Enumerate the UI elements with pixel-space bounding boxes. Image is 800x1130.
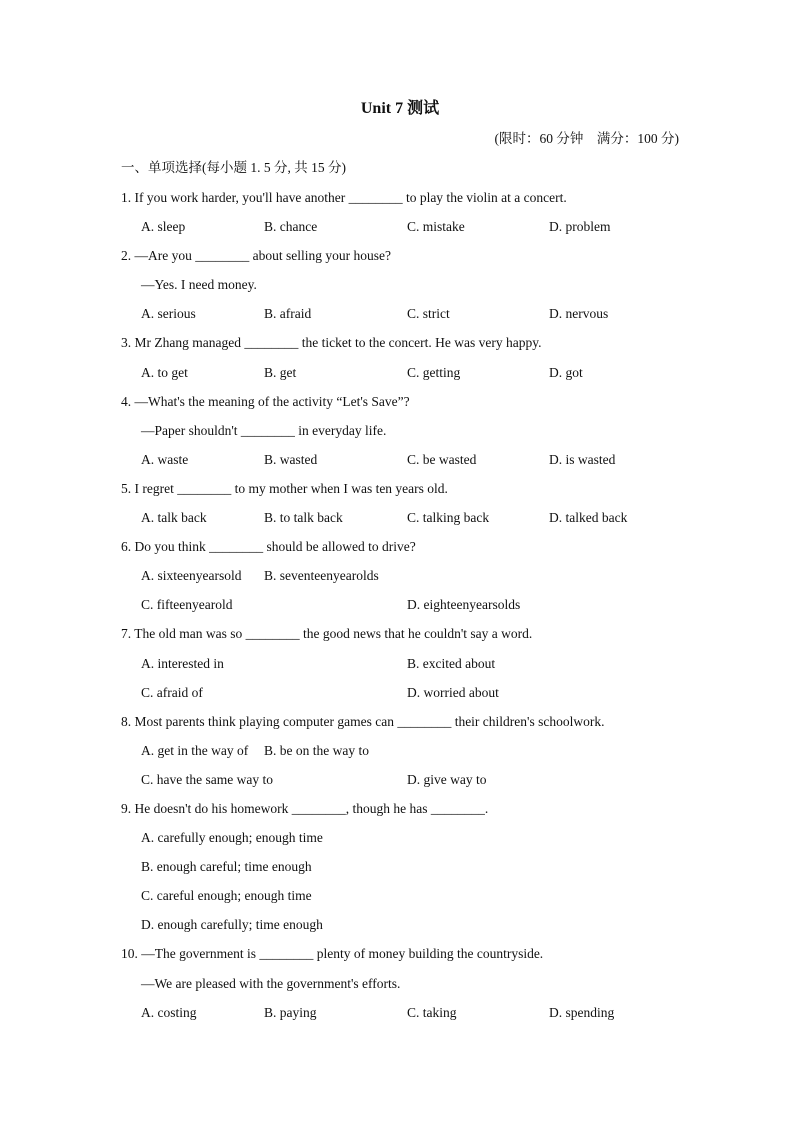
question-3-stem: 3. Mr Zhang managed ________ the ticket to the concert. He was very happy.	[121, 335, 542, 351]
question-9-stem: 9. He doesn't do his homework ________, though he has ________.	[121, 800, 489, 816]
question-6-stem: 6. Do you think ________ should be allowed to drive?	[121, 539, 416, 555]
option-d: D. eighteenyearsolds	[407, 597, 521, 613]
question-2-options	[121, 299, 691, 328]
question-5-options	[121, 503, 691, 532]
option-b: B. excited about	[407, 655, 496, 671]
option-a: A. sleep	[141, 219, 186, 235]
option-c: C. be wasted	[407, 451, 477, 467]
option-a: A. costing	[141, 1004, 197, 1020]
question-10-response: —We are pleased with the government's efforts.	[141, 975, 401, 991]
question-5-stem: 5. I regret ________ to my mother when I was ten years old.	[121, 480, 448, 496]
option-c: C. taking	[407, 1004, 457, 1020]
question-8-options-row-2	[121, 765, 691, 794]
question-8-options-row-1	[121, 736, 691, 765]
option-b: B. to talk back	[264, 510, 343, 526]
option-c: C. mistake	[407, 219, 465, 235]
option-d: D. spending	[549, 1004, 615, 1020]
question-list	[121, 183, 691, 1027]
option-a: A. get in the way of	[141, 742, 249, 758]
option-a: A. waste	[141, 451, 189, 467]
question-7-options-row-1	[121, 649, 691, 678]
option-d: D. give way to	[407, 771, 487, 787]
question-10-stem: 10. —The government is ________ plenty of money building the countryside.	[121, 946, 544, 962]
option-c: C. have the same way to	[141, 771, 273, 787]
option-a: A. talk back	[141, 510, 207, 526]
option-a: A. sixteenyearsold	[141, 568, 242, 584]
option-d: D. nervous	[549, 306, 609, 322]
option-b: B. enough careful; time enough	[141, 859, 312, 875]
question-8-stem: 8. Most parents think playing computer games can ________ their children's schoolwork.	[121, 713, 605, 729]
option-c: C. careful enough; enough time	[141, 888, 312, 904]
option-d: D. worried about	[407, 684, 499, 700]
option-d: D. enough carefully; time enough	[141, 917, 323, 933]
question-4-response: —Paper shouldn't ________ in everyday life.	[141, 422, 387, 438]
question-2-stem: 2. —Are you ________ about selling your house?	[121, 248, 391, 264]
option-a: A. to get	[141, 364, 188, 380]
question-1-options	[121, 212, 691, 241]
question-6-options-row-1	[121, 561, 691, 590]
option-c: C. fifteenyearold	[141, 597, 233, 613]
option-d: D. problem	[549, 219, 611, 235]
question-2-response: —Yes. I need money.	[141, 277, 257, 293]
option-a: A. serious	[141, 306, 196, 322]
question-6-options-row-2	[121, 590, 691, 619]
question-3-options	[121, 358, 691, 387]
question-10-options	[121, 998, 691, 1027]
question-4-stem: 4. —What's the meaning of the activity “Let's Save”?	[121, 393, 410, 409]
page-title: Unit 7 测试	[360, 100, 440, 117]
exam-meta: (限时：60 分钟 满分：100 分)	[494, 131, 679, 146]
option-b: B. wasted	[264, 451, 318, 467]
option-b: B. chance	[264, 219, 318, 235]
option-d: D. is wasted	[549, 451, 616, 467]
option-c: C. getting	[407, 364, 461, 380]
option-c: C. strict	[407, 306, 450, 322]
question-4-options	[121, 445, 691, 474]
option-a: A. interested in	[141, 655, 224, 671]
option-d: D. got	[549, 364, 583, 380]
option-b: B. get	[264, 364, 297, 380]
option-a: A. carefully enough; enough time	[141, 830, 323, 846]
option-b: B. be on the way to	[264, 742, 369, 758]
option-c: C. talking back	[407, 510, 490, 526]
question-1-stem: 1. If you work harder, you'll have another ________ to play the violin at a concert.	[121, 190, 567, 205]
question-7-options-row-2	[121, 678, 691, 707]
question-7-stem: 7. The old man was so ________ the good news that he couldn't say a word.	[121, 626, 533, 642]
option-b: B. seventeenyearolds	[264, 568, 379, 584]
section-heading: 一、单项选择(每小题 1. 5 分, 共 15 分)	[121, 160, 346, 175]
option-b: B. paying	[264, 1004, 317, 1020]
option-c: C. afraid of	[141, 684, 203, 700]
option-d: D. talked back	[549, 510, 628, 526]
option-b: B. afraid	[264, 306, 312, 322]
